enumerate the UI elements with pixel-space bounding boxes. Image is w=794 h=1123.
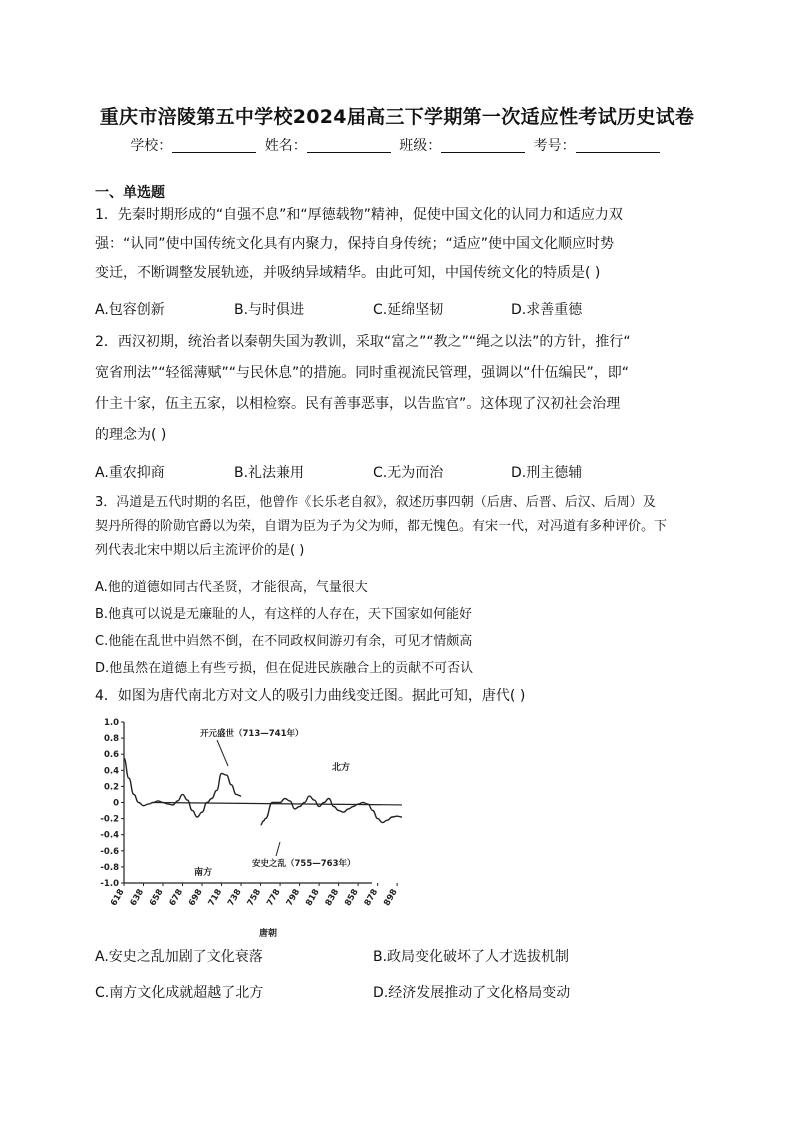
q4-option-a[interactable]: A.安史之乱加剧了文化衰落: [95, 949, 263, 965]
annotation-rebellion-pointer: [276, 842, 280, 856]
q1-option-c[interactable]: C.延绵坚韧: [373, 302, 444, 318]
class-blank[interactable]: [441, 138, 525, 153]
x-tick-label: 678: [167, 887, 186, 908]
x-tick-label: 698: [187, 887, 205, 908]
q2-option-b[interactable]: B.礼法兼用: [234, 465, 305, 481]
question-line: 列代表北宋中期以后主流评价的是( ): [95, 543, 305, 558]
q3-option-c[interactable]: C.他能在乱世中岿然不倒，在不同政权间游刃有余，可见才情颇高: [95, 634, 473, 649]
q4-option-b[interactable]: B.政局变化破坏了人才选拔机制: [373, 949, 570, 965]
x-tick-label: 758: [245, 887, 264, 908]
label-north: 北方: [332, 763, 351, 773]
q2-option-d[interactable]: D.刑主德辅: [511, 465, 583, 481]
id-blank[interactable]: [576, 138, 660, 153]
annotation-boom-pointer: [217, 740, 228, 766]
x-tick-label: 858: [343, 887, 361, 908]
annotation-rebellion: 安史之乱（755—763年）: [252, 859, 356, 869]
y-tick-label: -1.0: [100, 879, 119, 889]
q3-option-a[interactable]: A.他的道德如同古代圣贤，才能很高，气量很大: [95, 580, 368, 595]
section-title: 一、单选题: [95, 185, 165, 201]
exam-title: 重庆市涪陵第五中学校2024届高三下学期第一次适应性考试历史试卷: [99, 106, 695, 128]
question-1: [95, 201, 705, 288]
y-tick-label: -0.8: [100, 862, 119, 873]
label-south: 南方: [194, 868, 213, 878]
id-label: 考号：: [533, 138, 576, 154]
tang-attraction-chart: [90, 712, 420, 944]
q1-option-b[interactable]: B.与时俱进: [234, 302, 305, 318]
q3-option-b[interactable]: B.他真可以说是无廉耻的人，有这样的人存在，天下国家如何能好: [95, 607, 473, 622]
series-line: [261, 796, 402, 825]
x-tick-label: 798: [284, 887, 303, 908]
question-4: [95, 682, 705, 711]
x-tick-label: 898: [382, 887, 400, 908]
question-line: 什主十家，伍主五家，以相检察。民有善事恶事，以告监官”。这体现了汉初社会治理: [95, 396, 621, 412]
question-3: [95, 491, 705, 563]
y-tick-label: 0: [113, 798, 119, 809]
question-line: 变迁，不断调整发展轨迹，并吸纳异域精华。由此可知，中国传统文化的特质是( ): [95, 265, 601, 281]
series-line: [124, 758, 241, 817]
x-tick-label: 718: [206, 887, 225, 908]
x-tick-label: 818: [304, 887, 322, 908]
y-tick-label: -0.4: [100, 830, 119, 841]
q4-option-d[interactable]: D.经济发展推动了文化格局变动: [373, 985, 571, 1001]
question-line: 4．如图为唐代南北方对文人的吸引力曲线变迁图。据此可知，唐代( ): [95, 688, 526, 704]
y-tick-label: -0.6: [100, 846, 119, 857]
q2-option-a[interactable]: A.重农抑商: [95, 465, 165, 481]
class-label: 班级：: [399, 138, 442, 154]
question-line: 的理念为( ): [95, 427, 167, 443]
question-line: 强：“认同”使中国传统文化具有内聚力，保持自身传统；“适应”使中国文化顺应时势: [95, 236, 615, 252]
q1-option-a[interactable]: A.包容创新: [95, 302, 165, 318]
student-info-row: [0, 135, 794, 155]
x-axis-label: 唐朝: [258, 929, 278, 939]
x-tick-label: 638: [128, 887, 147, 908]
y-tick-label: 0.8: [103, 734, 119, 745]
school-label: 学校：: [130, 138, 173, 154]
name-blank[interactable]: [307, 138, 391, 153]
q2-option-c[interactable]: C.无为而治: [373, 465, 444, 481]
annotation-boom: 开元盛世（713—741年）: [200, 729, 304, 739]
y-tick-label: 0.4: [103, 766, 119, 777]
x-tick-label: 838: [323, 887, 342, 908]
x-tick-label: 618: [109, 887, 127, 908]
q4-option-c[interactable]: C.南方文化成就超越了北方: [95, 985, 264, 1001]
q3-option-d[interactable]: D.他虽然在道德上有些亏损，但在促进民族融合上的贡献不可否认: [95, 661, 474, 676]
y-tick-label: -0.2: [100, 814, 119, 825]
question-line: 1．先秦时期形成的“自强不息”和“厚德载物”精神，促使中国文化的认同力和适应力双: [95, 207, 623, 223]
question-line: 宽省刑法”“轻徭薄赋”“与民休息”的措施。同时重视流民管理，强调以“什伍编民”，即“: [95, 365, 630, 381]
y-tick-label: 0.6: [103, 750, 119, 761]
x-tick-label: 878: [362, 887, 381, 908]
chart-svg: [90, 712, 420, 944]
question-line: 2．西汉初期，统治者以秦朝失国为教训，采取“富之”“教之”“绳之以法”的方针，推行“: [95, 334, 631, 350]
q1-option-d[interactable]: D.求善重德: [511, 302, 583, 318]
question-2: [95, 327, 705, 451]
x-tick-label: 738: [226, 887, 244, 908]
question-line: 3．冯道是五代时期的名臣，他曾作《长乐老自叙》，叙述历事四朝（后唐、后晋、后汉、后周）及: [95, 495, 656, 510]
name-label: 姓名：: [264, 138, 307, 154]
x-tick-label: 778: [265, 887, 283, 908]
y-tick-label: 1.0: [103, 718, 119, 728]
question-line: 契丹所得的阶勋官爵以为荣，自谓为臣为子为父为师，都无愧色。有宋一代，对冯道有多种评价。下: [95, 519, 668, 534]
school-blank[interactable]: [172, 138, 256, 153]
x-tick-label: 658: [148, 887, 166, 908]
y-tick-label: 0.2: [103, 782, 119, 793]
